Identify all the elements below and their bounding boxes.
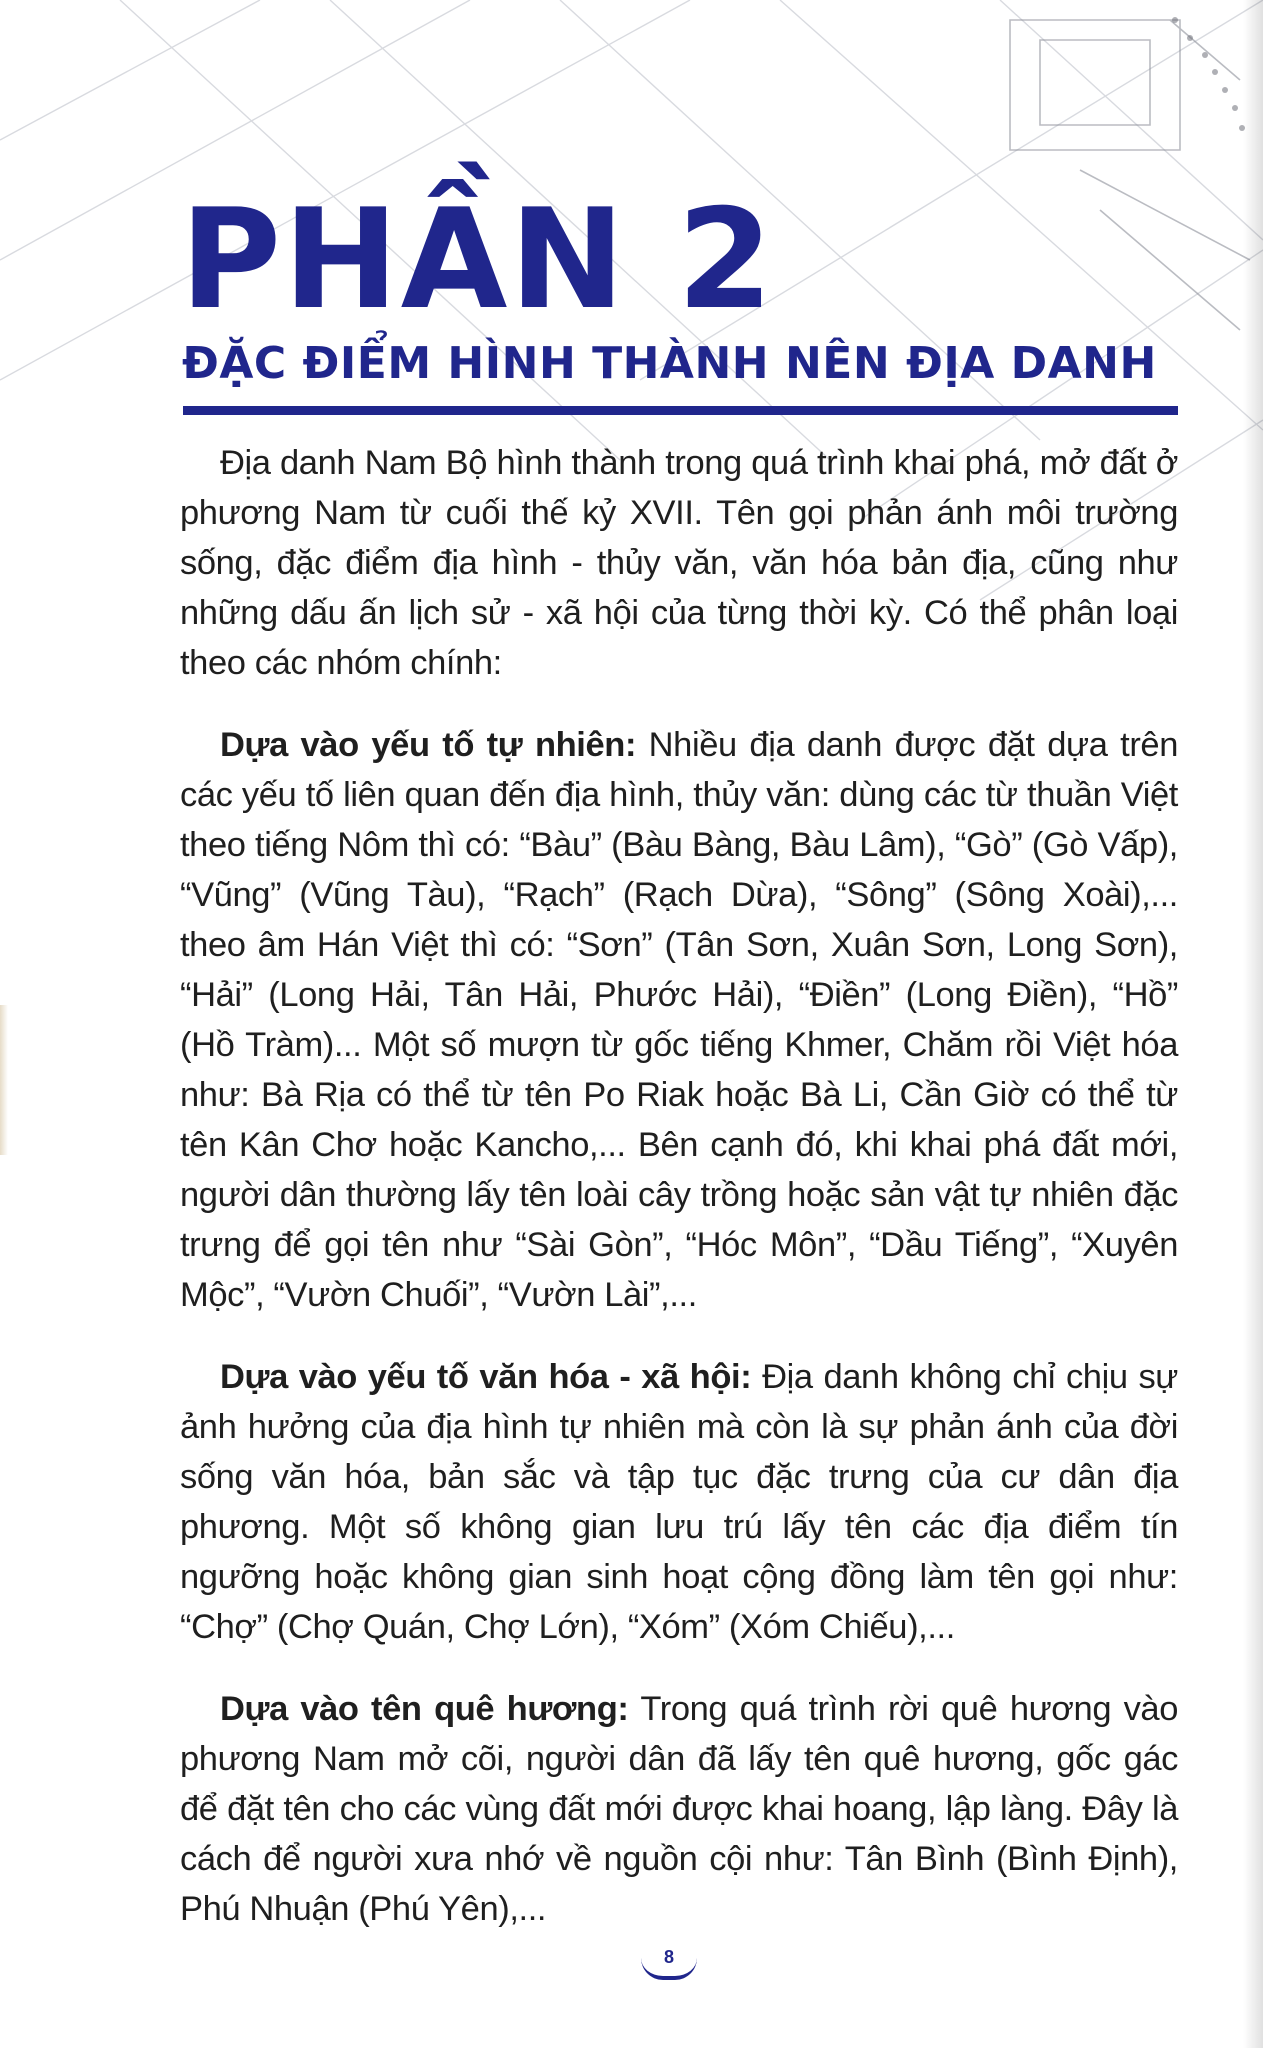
page-edge-shadow [1243, 0, 1263, 2048]
natural-factors-text: Nhiều địa danh được đặt dựa trên các yếu tố liên quan đến địa hình, thủy văn: dùng các từ thuần Việt theo tiếng Nôm thì có: “Bàu” (Bàu Bàng, Bàu Lâm), “Gò” (Gò Vấp), “Vũng” (Vũng Tàu), “Rạch” (Rạch Dừa), “Sông” (Sông Xoài),... theo âm Hán Việt thì có: “Sơn” (Tân Sơn, Xuân Sơn, Long Sơn), “Hải” (Long Hải, Tân Hải, Phước Hải), “Điền” (Long Điền), “Hồ” (Hồ Tràm)... Một số mượn từ gốc tiếng Khmer, Chăm rồi Việt hóa như: Bà Rịa có thể từ tên Po Riak hoặc Bà Li, Cần Giờ có thể từ tên Kân Chơ hoặc Kancho,... Bên cạnh đó, khi khai phá đất mới, người dân thường lấy tên loài cây trồng hoặc sản vật tự nhiên đặc trưng để gọi tên như “Sài Gòn”, “Hóc Môn”, “Dầu Tiếng”, “Xuyên Mộc”, “Vườn Chuối”, “Vườn Lài”,... [180, 726, 1178, 1314]
part-title: PHẦN 2 [180, 179, 775, 340]
title-underline [183, 406, 1178, 415]
natural-factors-label: Dựa vào yếu tố tự nhiên: [220, 726, 637, 764]
culture-factors-paragraph [180, 1352, 1178, 1652]
culture-factors-text: Địa danh không chỉ chịu sự ảnh hưởng của địa hình tự nhiên mà còn là sự phản ánh của đời sống văn hóa, bản sắc và tập tục đặc trưng của cư dân địa phương. Một số không gian lưu trú lấy tên các địa điểm tín ngưỡng hoặc không gian sinh hoạt cộng đồng làm tên gọi như: “Chợ” (Chợ Quán, Chợ Lớn), “Xóm” (Xóm Chiếu),... [180, 1358, 1179, 1646]
homeland-paragraph [180, 1684, 1178, 1934]
homeland-text: Trong quá trình rời quê hương vào phương Nam mở cõi, người dân đã lấy tên quê hương, gốc gác để đặt tên cho các vùng đất mới được khai hoang, lập làng. Đây là cách để người xưa nhớ về nguồn cội như: Tân Bình (Bình Định), Phú Nhuận (Phú Yên),... [180, 1690, 1178, 1928]
natural-factors-paragraph [180, 720, 1178, 1320]
culture-factors-label: Dựa vào yếu tố văn hóa - xã hội: [220, 1358, 752, 1396]
body-text [180, 438, 1178, 1966]
page-number: 8 [641, 1940, 697, 1980]
intro-text: Địa danh Nam Bộ hình thành trong quá trình khai phá, mở đất ở phương Nam từ cuối thế kỷ XVII. Tên gọi phản ánh môi trường sống, đặc điểm địa hình - thủy văn, văn hóa bản địa, cũng như những dấu ấn lịch sử - xã hội của từng thời kỳ. Có thể phân loại theo các nhóm chính: [180, 444, 1178, 682]
page-edge-mark [0, 1005, 8, 1155]
section-subtitle: ĐẶC ĐIỂM HÌNH THÀNH NÊN ĐỊA DANH [182, 338, 1157, 389]
homeland-label: Dựa vào tên quê hương: [220, 1690, 629, 1728]
intro-paragraph [180, 438, 1178, 688]
